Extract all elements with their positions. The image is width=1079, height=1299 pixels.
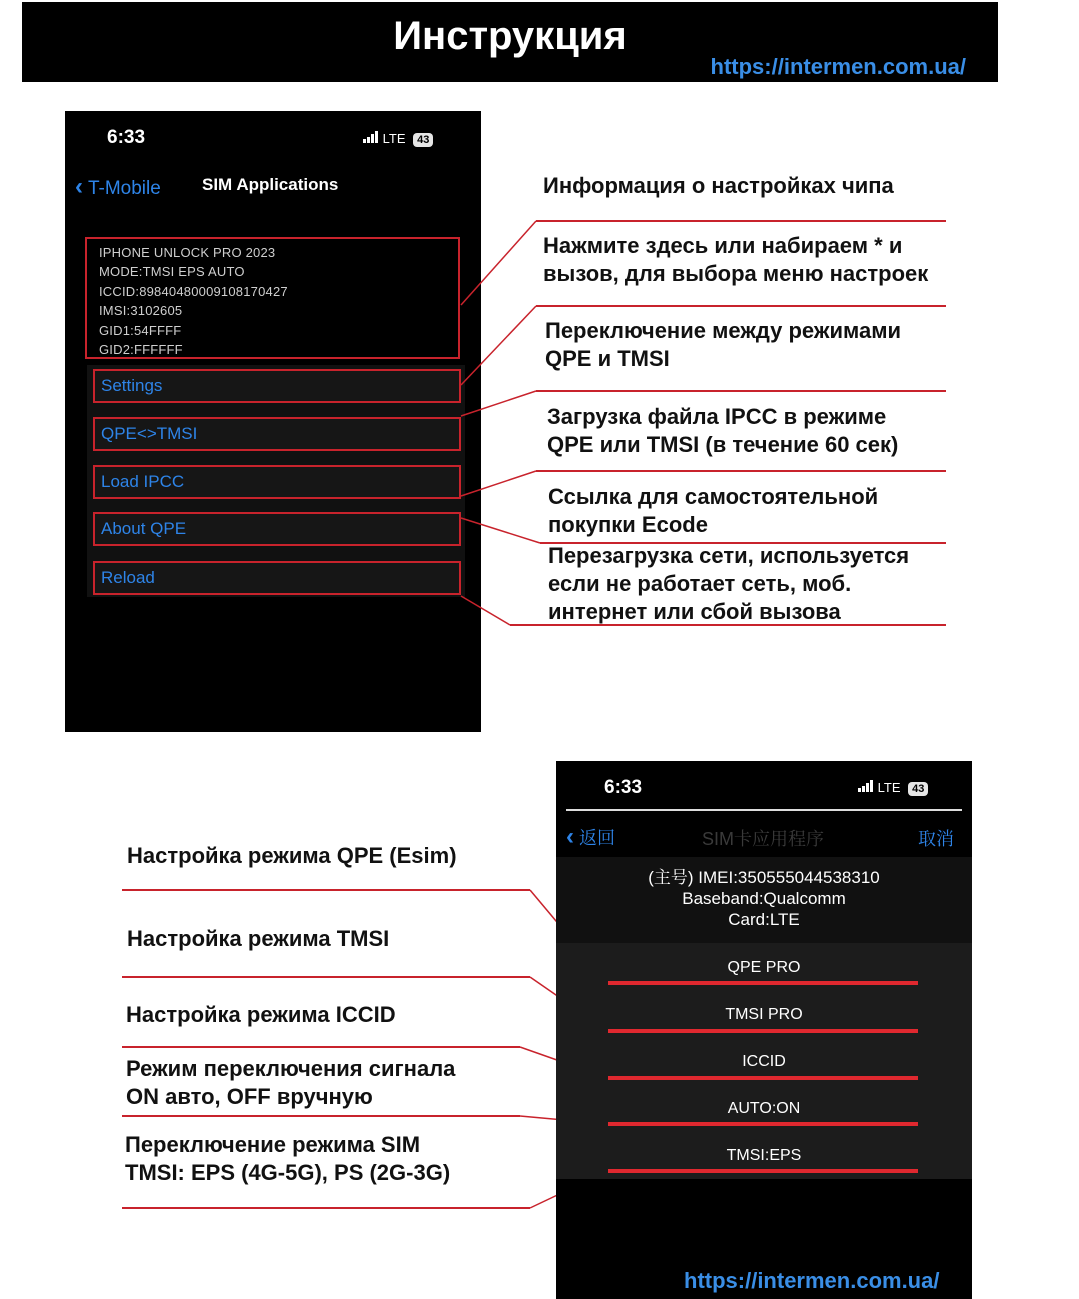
status-time: 6:33 [604, 777, 643, 798]
footer-url-link[interactable]: https://intermen.com.ua/ [684, 1268, 940, 1293]
annotation-underline [122, 976, 530, 978]
annotation-qpe-esim [127, 842, 457, 870]
annotation-underline [536, 305, 946, 307]
menu-item-tmsi-pro[interactable]: TMSI PRO [725, 1006, 803, 1023]
annotation-text: если не работает сеть, моб. [548, 571, 852, 596]
annotation-underline [510, 624, 946, 626]
cancel-button[interactable]: 取消 [918, 829, 954, 849]
imei-panel [556, 857, 972, 943]
annotation-text: Перезагрузка сети, используется [548, 543, 910, 568]
info-line: ICCID:89840480009108170427 [99, 283, 288, 299]
menu-label: Reload [101, 568, 155, 587]
annotation-sim-tmsi-mode [125, 1131, 450, 1187]
connector-line [461, 471, 536, 496]
status-bar-right [858, 780, 928, 796]
annotation-underline [122, 1046, 520, 1048]
network-type: LTE [877, 780, 901, 795]
battery-icon: 43 [413, 133, 433, 147]
connector-line [461, 391, 536, 416]
highlight-bar [608, 1076, 918, 1080]
menu-label: QPE<>TMSI [101, 424, 198, 443]
connector-line [461, 221, 536, 305]
info-line: GID1:54FFFF [99, 322, 182, 338]
menu-item-qpe-pro[interactable]: QPE PRO [727, 959, 801, 976]
highlight-bar [608, 981, 918, 985]
annotation-iccid [126, 1001, 396, 1029]
annotation-text: Режим переключения сигнала [126, 1056, 456, 1081]
status-time: 6:33 [107, 127, 146, 148]
connector-line [461, 518, 540, 543]
info-line: IPHONE UNLOCK PRO 2023 [99, 245, 276, 260]
battery-icon: 43 [908, 782, 928, 796]
chevron-left-icon: ‹ [566, 823, 574, 850]
annotation-text: Переключение между режимами [545, 318, 902, 343]
annotation-text: вызов, для выбора меню настроек [543, 261, 929, 286]
annotation-about-qpe [548, 483, 878, 539]
annotation-underline [536, 220, 946, 222]
menu-label: Load IPCC [101, 472, 185, 491]
connector-line [461, 306, 536, 385]
menu-item-auto-on[interactable]: AUTO:ON [727, 1100, 801, 1117]
annotation-text: Загрузка файла IPCC в режиме [547, 404, 887, 429]
annotation-underline [122, 1207, 530, 1209]
header-url-link[interactable]: https://intermen.com.ua/ [710, 54, 966, 79]
annotation-text: TMSI: EPS (4G-5G), PS (2G-3G) [125, 1160, 451, 1185]
menu-label: Settings [101, 376, 163, 395]
annotation-underline [536, 470, 946, 472]
annotation-underline [536, 390, 946, 392]
nav-title: SIM Applications [202, 175, 339, 194]
annotation-text: Настройка режима QPE (Esim) [127, 843, 457, 868]
annotation-chip-info [543, 172, 894, 200]
annotation-text: Нажмите здесь или набираем * и [543, 233, 903, 258]
annotation-auto-signal [126, 1055, 455, 1111]
imei-line: Card:LTE [728, 910, 800, 929]
nav-title: SIM卡应用程序 [702, 829, 825, 849]
chevron-left-icon: ‹ [75, 173, 83, 200]
info-line: GID2:FFFFFF [99, 342, 183, 358]
annotation-settings [543, 232, 928, 288]
annotation-text: интернет или сбой вызова [548, 599, 841, 624]
signal-icon [858, 780, 874, 795]
annotation-text: Переключение режима SIM [125, 1132, 421, 1157]
annotation-text: QPE или TMSI (в течение 60 сек) [547, 432, 899, 457]
page-title: Инструкция [393, 14, 627, 58]
annotation-text: Ссылка для самостоятельной [548, 484, 879, 509]
menu-item-iccid[interactable]: ICCID [742, 1053, 786, 1070]
highlight-bar [608, 1169, 918, 1173]
status-divider [566, 809, 962, 811]
network-type: LTE [382, 131, 406, 146]
back-button[interactable] [566, 823, 615, 851]
imei-line: (主号) IMEI:350555044538310 [648, 868, 880, 887]
annotation-text: Информация о настройках чипа [543, 173, 894, 198]
highlight-bar [608, 1122, 918, 1126]
menu-item-tmsi-eps[interactable]: TMSI:EPS [726, 1147, 802, 1164]
annotation-text: Настройка режима ICCID [126, 1002, 396, 1027]
connector-line [461, 596, 510, 625]
back-label: 返回 [579, 828, 616, 848]
annotation-underline [122, 1115, 520, 1117]
menu-label: About QPE [101, 519, 187, 538]
annotation-qpe-tmsi [545, 317, 901, 373]
highlight-bar [608, 1029, 918, 1033]
annotation-load-ipcc [547, 403, 898, 459]
info-line: IMSI:3102605 [99, 303, 183, 319]
annotation-text: покупки Ecode [548, 512, 708, 537]
back-label: T-Mobile [87, 178, 161, 199]
annotation-tmsi [127, 925, 389, 953]
info-line: MODE:TMSI EPS AUTO [99, 264, 245, 280]
annotation-reload [548, 542, 909, 626]
annotation-text: ON авто, OFF вручную [126, 1084, 373, 1109]
annotation-underline [122, 889, 530, 891]
annotation-text: Настройка режима TMSI [127, 926, 390, 951]
annotation-text: QPE и TMSI [545, 346, 670, 371]
imei-line: Baseband:Qualcomm [682, 889, 846, 908]
